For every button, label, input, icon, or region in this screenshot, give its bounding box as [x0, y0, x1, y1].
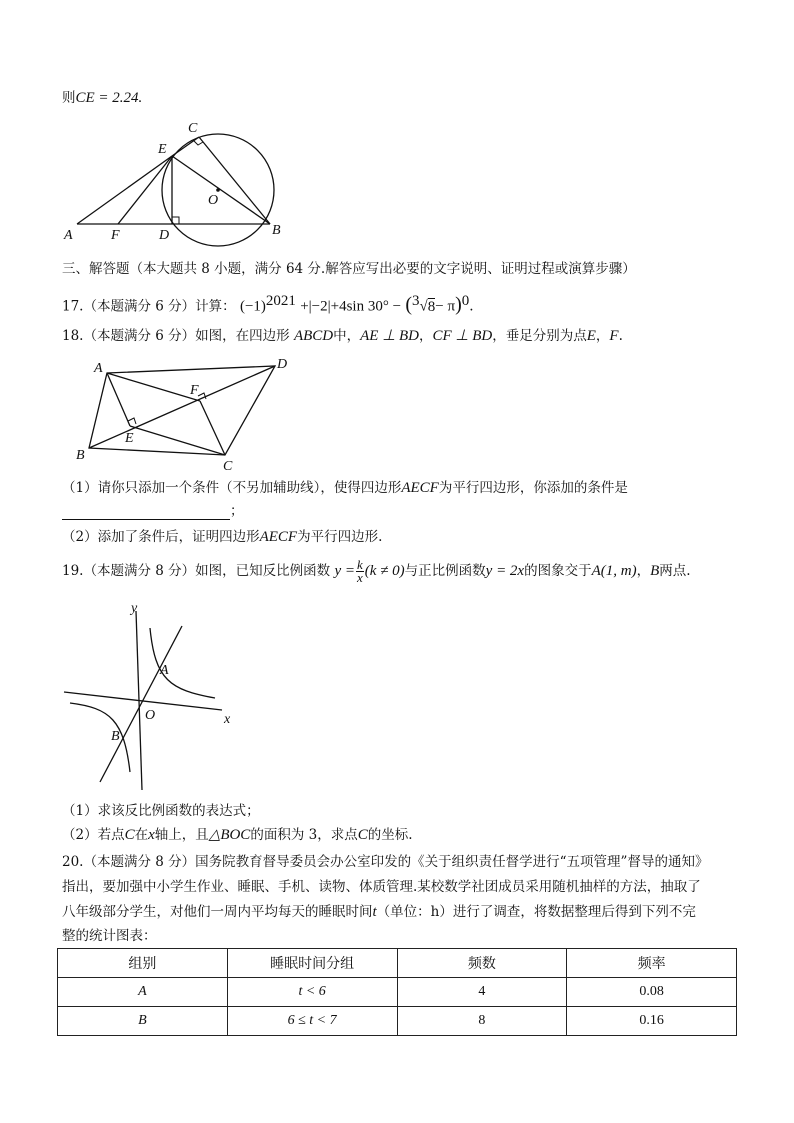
right-angle-c: [194, 141, 203, 145]
q19-number: 19.: [62, 563, 84, 579]
q19-point-c-2: C: [357, 827, 368, 843]
label-b: B: [272, 223, 281, 238]
label-a: A: [64, 228, 73, 243]
q18-separator: ，: [595, 328, 610, 344]
q19-point-c: C: [124, 827, 135, 843]
fraction-denominator: x: [356, 570, 363, 585]
label-c: C: [223, 459, 233, 472]
cell-sleep-range: t < 6: [227, 978, 397, 1007]
q17-paren-close: ): [455, 293, 462, 316]
header-group: 组别: [58, 949, 228, 978]
q19-score: （本题满分 8 分）: [83, 563, 196, 579]
segment-ae: [107, 373, 130, 426]
q17-paren-open: (: [405, 293, 413, 316]
q18-part2-figure: AECF: [259, 529, 298, 545]
q19-text-d: ，: [636, 563, 651, 579]
fraction-numerator: k: [356, 557, 363, 572]
q19-text-a: 如图，已知反比例函数: [195, 563, 331, 579]
q19-text-b: 与正比例函数: [404, 563, 486, 579]
segment-ec: [172, 137, 199, 156]
q19-text-c: 的图象交于: [524, 563, 592, 579]
center-dot: [216, 188, 220, 192]
q17-score: （本题满分 6 分）: [83, 298, 196, 315]
cell-sleep-range: 6 ≤ t < 7: [227, 1007, 397, 1036]
q20-number: 20.: [62, 854, 84, 870]
question-18: [62, 327, 623, 345]
diagonal-bd: [89, 366, 275, 448]
label-f: F: [111, 228, 120, 243]
table-row: [58, 1007, 737, 1036]
q20-variable-t: t: [372, 904, 377, 920]
q18-score: （本题满分 6 分）: [83, 328, 196, 344]
segment-ae: [77, 156, 172, 224]
q18-number: 18.: [62, 328, 84, 344]
label-b: B: [76, 448, 85, 463]
q18-part2-text-b: 为平行四边形.: [297, 529, 383, 545]
question-19: [62, 559, 691, 584]
q18-part1-figure: AECF: [401, 480, 439, 496]
q20-score: （本题满分 8 分）: [83, 854, 196, 870]
label-o: O: [208, 193, 219, 208]
q18-part1-text-a: （1）请你只添加一个条件（不另加辅助线），使得四边形: [62, 480, 402, 496]
q18-quadrilateral: ABCD: [293, 328, 334, 344]
q20-line-4: 整的统计图表：: [62, 928, 157, 944]
q19-fraction: [356, 559, 364, 584]
answer-blank[interactable]: [62, 505, 230, 520]
table-row: [58, 978, 737, 1007]
cell-group: A: [58, 978, 228, 1007]
q18-text-b: 中，: [333, 328, 361, 344]
segment-cb: [199, 137, 270, 224]
segment-fc: [200, 401, 225, 455]
segment-fe: [118, 156, 172, 224]
table-header-row: [58, 949, 737, 978]
q18-part2-text-a: （2）添加了条件后，证明四边形: [62, 529, 260, 545]
cell-rate: 0.08: [567, 978, 737, 1007]
answer-expression: CE = 2.24.: [75, 90, 143, 106]
q18-comma: ，: [419, 328, 433, 344]
q20-line-3: [62, 903, 696, 921]
parallelogram-figure: [70, 352, 295, 472]
label-b: B: [111, 729, 120, 744]
q17-radical-sign: √: [419, 298, 428, 315]
label-d: D: [159, 228, 170, 243]
q20-line-3-a: 八年级部分学生，对他们一周内平均每天的睡眠时间: [62, 904, 373, 920]
q17-lead: 计算：: [195, 298, 236, 315]
cell-rate: 0.16: [567, 1007, 737, 1036]
q17-number: 17.: [62, 298, 84, 315]
segment-eb: [172, 156, 270, 224]
q17-exponent-zero: 0: [461, 293, 470, 309]
q18-part-1: [62, 479, 628, 497]
label-e: E: [158, 142, 167, 157]
label-o: O: [145, 708, 156, 723]
q19-part2-text-d: 的面积为 3，求点: [250, 827, 358, 843]
q19-condition: (k ≠ 0): [364, 563, 405, 579]
q19-part-2: [62, 826, 413, 844]
q19-text-e: 两点.: [659, 563, 691, 579]
q20-line-3-b: （单位：h）进行了调查，将数据整理后得到下列不完: [376, 904, 696, 920]
q17-root-index: 3: [412, 293, 420, 309]
q19-triangle: △BOC: [208, 827, 251, 843]
q18-part-2: [62, 528, 382, 546]
q20-line-2: 指出，要加强中小学生作业、睡眠、手机、读物、体质管理.某校数学社团成员采用随机抽样的方法，抽取了: [62, 879, 701, 895]
label-c: C: [188, 121, 198, 136]
q17-exponent: 2021: [265, 293, 296, 309]
label-d: D: [277, 357, 288, 372]
q18-point-f: F: [609, 328, 619, 344]
q18-condition-2: CF ⊥ BD: [432, 328, 493, 344]
q19-point-b: B: [650, 563, 660, 579]
q18-point-e: E: [586, 328, 596, 344]
q17-base: (−1): [239, 298, 266, 315]
q18-text-a: 如图，在四边形: [195, 328, 290, 344]
question-17: [62, 292, 474, 316]
header-rate: 频率: [567, 949, 737, 978]
q19-part2-text-e: 的坐标.: [367, 827, 413, 843]
section-heading: 三、解答题（本大题共 8 小题，满分 64 分.解答应写出必要的文字说明、证明过程或演算步骤）: [62, 261, 636, 277]
q19-linear-function: y = 2x: [485, 563, 525, 579]
hyperbola-branch-2: [70, 703, 130, 772]
label-f: F: [190, 383, 199, 398]
q19-part2-text-a: （2）若点: [62, 827, 125, 843]
q18-end: .: [618, 328, 623, 344]
q17-radicand: 8: [427, 298, 436, 315]
q19-part2-text-b: 在: [134, 827, 149, 843]
q19-y-equals: y =: [334, 563, 355, 579]
q17-end: .: [469, 298, 474, 315]
function-graph: [60, 597, 240, 792]
q19-part2-text-c: 轴上，且: [154, 827, 209, 843]
q18-text-c: ，垂足分别为点: [492, 328, 587, 344]
q18-part1-text-b: 为平行四边形，你添加的条件是: [438, 480, 628, 496]
question-20: [62, 853, 708, 871]
sleep-statistics-table: [57, 948, 737, 1036]
circle-figure: [55, 112, 300, 247]
q19-point-a: A(1, m): [591, 563, 637, 579]
q18-part1-end: ；: [230, 503, 244, 519]
header-sleep-time: 睡眠时间分组: [227, 949, 397, 978]
cell-group: B: [58, 1007, 228, 1036]
q19-part-1: （1）求该反比例函数的表达式；: [62, 803, 260, 819]
q17-pi-term: − π: [435, 298, 456, 315]
header-frequency: 频数: [397, 949, 567, 978]
cell-count: 8: [397, 1007, 567, 1036]
label-x: x: [224, 712, 231, 727]
q20-line-1: 国务院教育督导委员会办公室印发的《关于组织责任督学进行“五项管理”督导的通知》: [195, 854, 709, 870]
label-a: A: [160, 663, 169, 678]
label-a: A: [94, 361, 103, 376]
q19-x-axis-name: x: [148, 827, 155, 843]
cell-count: 4: [397, 978, 567, 1007]
q18-part-1-blank-line: [62, 502, 244, 520]
label-e: E: [125, 431, 134, 446]
answer-prefix: 则: [62, 90, 76, 106]
q17-middle: +|−2|+4sin 30° −: [300, 298, 402, 315]
segment-af: [107, 373, 200, 401]
q18-condition-1: AE ⊥ BD: [360, 328, 420, 344]
label-y: y: [131, 601, 138, 616]
previous-answer: [62, 89, 142, 107]
